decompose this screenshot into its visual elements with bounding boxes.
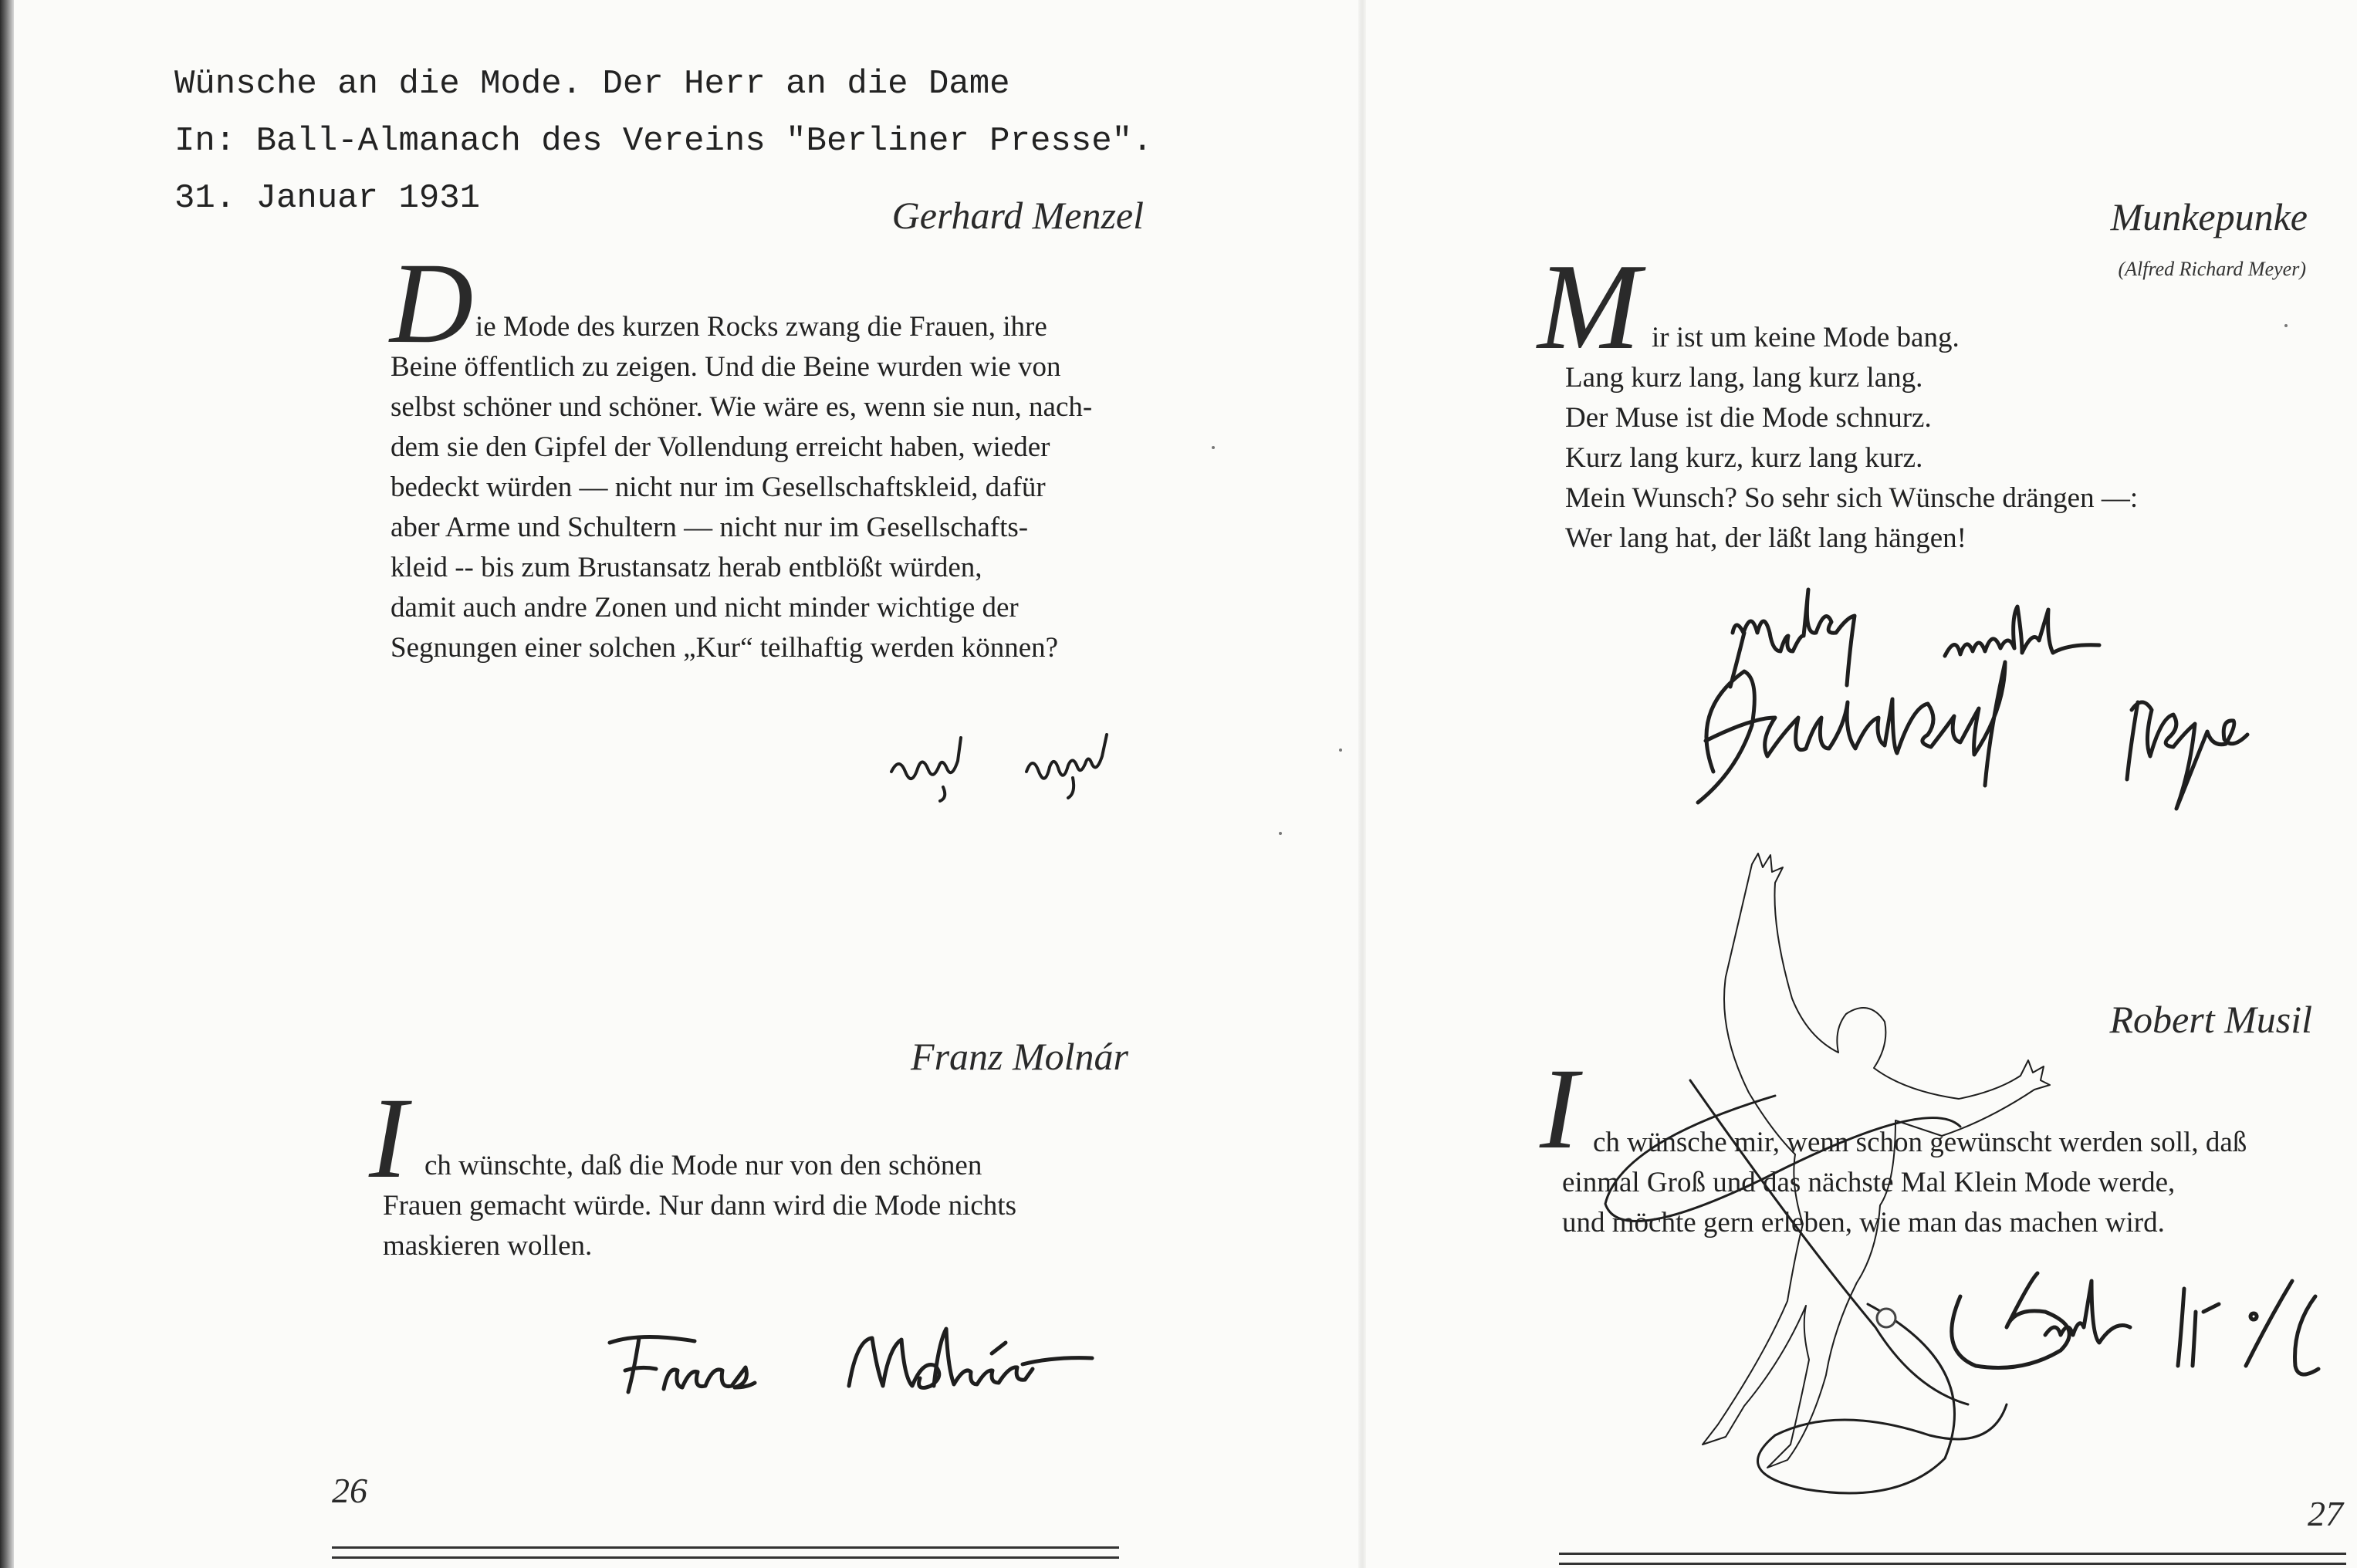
book-gutter [1358,0,1366,1568]
author-molnar: Franz Molnár [911,1035,1128,1078]
menzel-line: damit auch andre Zonen und nicht minder wichtige der [391,592,1019,623]
munkepunke-line: Lang kurz lang, lang kurz lang. [1565,362,1923,394]
page-number-left: 26 [332,1471,367,1510]
page-rule-right [1559,1553,2346,1565]
citation-line-2: In: Ball-Almanach des Vereins "Berliner Presse". [174,122,1153,161]
menzel-line: kleid -- bis zum Brustansatz herab entblößt würden, [391,552,982,583]
munkepunke-line: Der Muse ist die Mode schnurz. [1565,402,1932,434]
menzel-line: Beine öffentlich zu zeigen. Und die Beine wurden wie von [391,351,1061,383]
scan-edge [0,0,14,1568]
signature-musil [1929,1266,2331,1389]
scan-speck [1212,446,1215,449]
musil-line: ch wünsche mir, wenn schon gewünscht werden soll, daß [1593,1127,2247,1158]
author-musil: Robert Musil [2109,998,2312,1041]
musil-line: einmal Groß und das nächste Mal Klein Mode werde, [1562,1167,2176,1198]
menzel-line: dem sie den Gipfel der Vollendung erreicht haben, wieder [391,431,1050,463]
menzel-line: ie Mode des kurzen Rocks zwang die Frauen, ihre [475,311,1047,343]
musil-text [1562,1123,2247,1243]
menzel-line: aber Arme und Schultern — nicht nur im Gesellschafts- [391,512,1029,543]
scan-speck [1339,749,1342,752]
dropcap-munkepunke: M [1537,238,1641,375]
munkepunke-text [1565,318,2138,559]
signature-menzel [888,741,1135,803]
scan-speck [2284,324,2288,327]
munkepunke-line: Mein Wunsch? So sehr sich Wünsche drängen —: [1565,482,2139,514]
munkepunke-line: Wer lang hat, der läßt lang hängen! [1565,522,1966,554]
author-munkepunke: Munkepunke [2110,195,2308,238]
signature-molnar [602,1320,1127,1412]
menzel-line: selbst schöner und schöner. Wie wäre es, wenn sie nun, nach- [391,391,1093,423]
page-rule-left [332,1546,1119,1559]
page-number-right: 27 [2308,1494,2343,1533]
menzel-line: Segnungen einer solchen „Kur“ teilhaftig werden können? [391,632,1059,664]
citation-line-1: Wünsche an die Mode. Der Herr an die Dame [174,65,1010,103]
munkepunke-line: ir ist um keine Mode bang. [1652,322,1960,353]
citation-line-3: 31. Januar 1931 [174,179,481,218]
author-menzel: Gerhard Menzel [891,194,1144,237]
scan-speck [1279,832,1282,835]
menzel-line: bedeckt würden — nicht nur im Gesellschaftskleid, dafür [391,471,1046,503]
author-munkepunke-realname: (Alfred Richard Meyer) [2118,258,2306,280]
dropcap-molnar: I [369,1074,407,1202]
molnar-text [378,1146,1016,1266]
signature-munkepunke [1659,602,2308,857]
menzel-text [391,307,1092,668]
munkepunke-line: Kurz lang kurz, kurz lang kurz. [1565,442,1923,474]
molnar-line: Frauen gemacht würde. Nur dann wird die Mode nichts [383,1190,1016,1222]
molnar-line: maskieren wollen. [383,1230,593,1262]
musil-line: und möchte gern erleben, wie man das machen wird. [1562,1207,2165,1239]
molnar-line: ch wünschte, daß die Mode nur von den schönen [424,1150,982,1181]
dropcap-menzel: D [390,239,474,367]
dropcap-musil: I [1540,1045,1578,1173]
